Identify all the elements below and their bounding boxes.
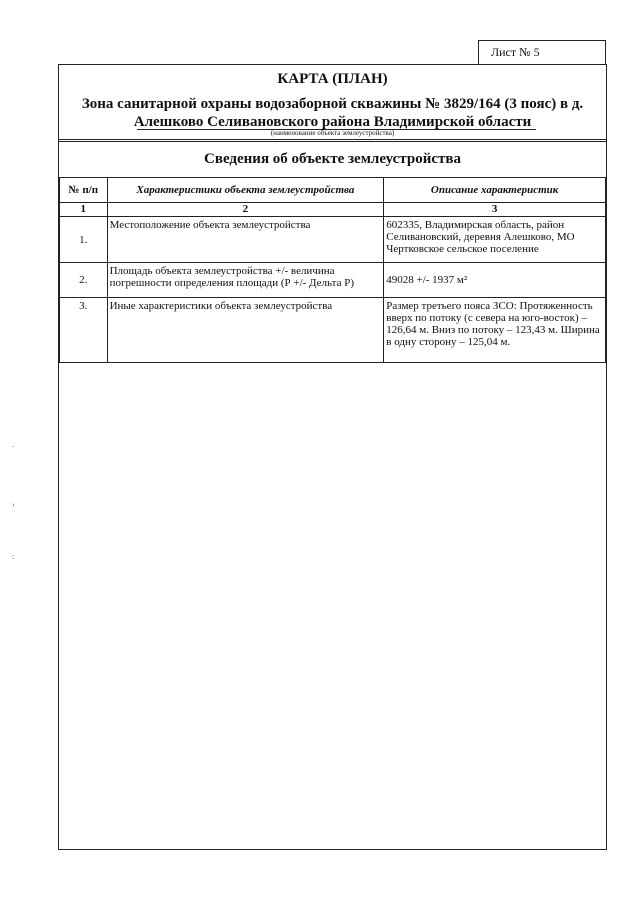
divider-double [59, 139, 606, 142]
row-description: Размер третьего пояса ЗСО: Протяженность вверх по потоку (с севера на юго-восток) – 126,64 м. Вниз по потоку – 123,43 м. Ширина в одну сторону – 125,04 м. [384, 298, 606, 363]
table-row [60, 298, 606, 363]
section-title: Сведения об объекте землеустройства [204, 151, 461, 167]
table-row [60, 217, 606, 263]
sheet-number-label: Лист № 5 [478, 40, 606, 64]
subtitle-note: (наименование объекта землеустройства) [270, 129, 395, 137]
index-cell: 3 [384, 203, 606, 217]
row-characteristic: Иные характеристики объекта землеустройства [107, 298, 384, 363]
row-characteristic: Площадь объекта землеустройства +/- величина погрешности определения площади (Р +/- Дельта Р) [107, 263, 384, 298]
row-number: 2. [60, 263, 108, 298]
scan-mark: . [12, 440, 14, 449]
header-number: № п/п [60, 178, 108, 203]
header-characteristics: Характеристики объекта землеустройства [107, 178, 384, 203]
row-number: 1. [60, 217, 108, 263]
row-description: 602335, Владимирская область, район Селивановский, деревня Алешково, МО Чертковское сельское поселение [384, 217, 606, 263]
document-subtitle: Зона санитарной охраны водозаборной скважины № 3829/164 (3 пояс) в д. Алешково Селивановского района Владимирской области [81, 96, 584, 130]
index-cell: 2 [107, 203, 384, 217]
document-title: КАРТА (ПЛАН) [277, 71, 388, 87]
document-frame [58, 64, 607, 850]
row-description: 49028 +/- 1937 м² [384, 263, 606, 298]
scan-mark: : [12, 552, 15, 561]
row-characteristic: Местоположение объекта землеустройства [107, 217, 384, 263]
scan-mark: › [12, 500, 15, 509]
index-cell: 1 [60, 203, 108, 217]
header-description: Описание характеристик [384, 178, 606, 203]
row-number: 3. [60, 298, 108, 363]
table-row [60, 263, 606, 298]
land-object-info-table [59, 177, 606, 363]
table-index-row [60, 203, 606, 217]
table-header-row [60, 178, 606, 203]
